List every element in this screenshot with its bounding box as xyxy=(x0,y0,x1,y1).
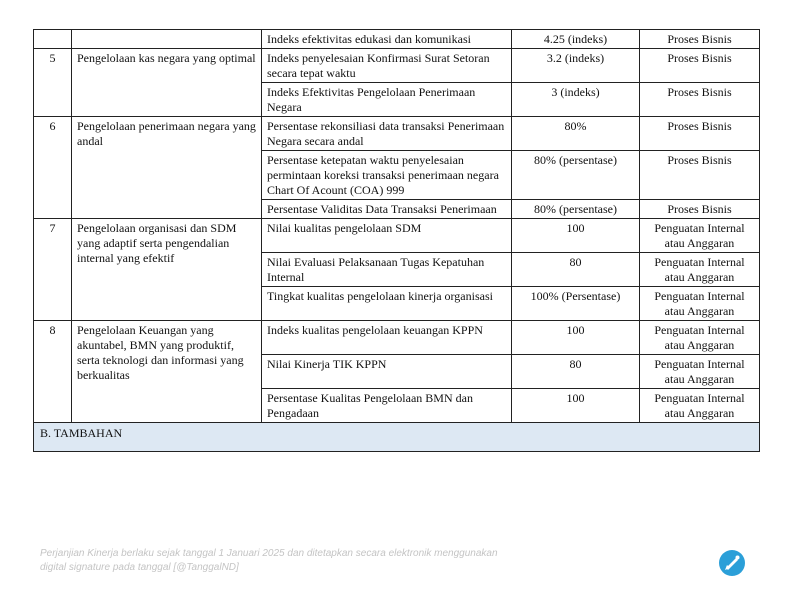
indikator-cell: Indeks Efektivitas Pengelolaan Penerimaan Negara xyxy=(262,83,512,117)
target-cell: 100 xyxy=(512,389,640,423)
kategori-cell: Proses Bisnis xyxy=(640,117,760,151)
target-cell: 100% (Persentase) xyxy=(512,287,640,321)
signature-logo-icon xyxy=(718,549,746,577)
sasaran-cell xyxy=(72,30,262,49)
kategori-cell: Penguatan Internal atau Anggaran xyxy=(640,219,760,253)
footer-note xyxy=(40,547,498,575)
target-cell: 80 xyxy=(512,253,640,287)
row-number: 7 xyxy=(34,219,72,321)
kategori-cell: Proses Bisnis xyxy=(640,30,760,49)
kategori-cell: Proses Bisnis xyxy=(640,83,760,117)
kategori-cell: Proses Bisnis xyxy=(640,200,760,219)
table-row xyxy=(34,117,760,151)
target-cell: 80% (persentase) xyxy=(512,200,640,219)
table-row xyxy=(34,49,760,83)
indikator-cell: Indeks kualitas pengelolaan keuangan KPPN xyxy=(262,321,512,355)
target-cell: 3.2 (indeks) xyxy=(512,49,640,83)
kategori-cell: Penguatan Internal atau Anggaran xyxy=(640,389,760,423)
table-row xyxy=(34,321,760,355)
kategori-cell: Penguatan Internal atau Anggaran xyxy=(640,287,760,321)
row-number: 6 xyxy=(34,117,72,219)
sasaran-cell: Pengelolaan organisasi dan SDM yang adaptif serta pengendalian internal yang efektif xyxy=(72,219,262,321)
table-row xyxy=(34,30,760,49)
sasaran-cell: Pengelolaan Keuangan yang akuntabel, BMN yang produktif, serta teknologi dan informasi yang berkualitas xyxy=(72,321,262,423)
kategori-cell: Penguatan Internal atau Anggaran xyxy=(640,355,760,389)
indikator-cell: Tingkat kualitas pengelolaan kinerja organisasi xyxy=(262,287,512,321)
table-row xyxy=(34,219,760,253)
indikator-cell: Persentase Validitas Data Transaksi Penerimaan xyxy=(262,200,512,219)
logo-dot xyxy=(736,556,740,560)
kategori-cell: Proses Bisnis xyxy=(640,151,760,200)
indikator-cell: Nilai Evaluasi Pelaksanaan Tugas Kepatuhan Internal xyxy=(262,253,512,287)
sasaran-cell: Pengelolaan kas negara yang optimal xyxy=(72,49,262,117)
indikator-cell: Indeks penyelesaian Konfirmasi Surat Setoran secara tepat waktu xyxy=(262,49,512,83)
target-cell: 4.25 (indeks) xyxy=(512,30,640,49)
target-cell: 80% xyxy=(512,117,640,151)
indikator-cell: Nilai kualitas pengelolaan SDM xyxy=(262,219,512,253)
indikator-cell: Nilai Kinerja TIK KPPN xyxy=(262,355,512,389)
target-cell: 100 xyxy=(512,219,640,253)
row-number xyxy=(34,30,72,49)
footer-line-2: digital signature pada tanggal [@TanggalND] xyxy=(40,562,239,573)
section-b-heading: B. TAMBAHAN xyxy=(34,423,760,452)
target-cell: 3 (indeks) xyxy=(512,83,640,117)
target-cell: 100 xyxy=(512,321,640,355)
row-number: 5 xyxy=(34,49,72,117)
kategori-cell: Penguatan Internal atau Anggaran xyxy=(640,321,760,355)
footer-line-1: Perjanjian Kinerja berlaku sejak tanggal 1 Januari 2025 dan ditetapkan secara elektronik menggunakan xyxy=(40,548,498,559)
performance-table xyxy=(33,29,760,452)
row-number: 8 xyxy=(34,321,72,423)
indikator-cell: Persentase ketepatan waktu penyelesaian permintaan koreksi transaksi penerimaan negara Chart Of Acount (COA) 999 xyxy=(262,151,512,200)
indikator-cell: Persentase Kualitas Pengelolaan BMN dan Pengadaan xyxy=(262,389,512,423)
kategori-cell: Penguatan Internal atau Anggaran xyxy=(640,253,760,287)
target-cell: 80 xyxy=(512,355,640,389)
kategori-cell: Proses Bisnis xyxy=(640,49,760,83)
indikator-cell: Indeks efektivitas edukasi dan komunikasi xyxy=(262,30,512,49)
target-cell: 80% (persentase) xyxy=(512,151,640,200)
indikator-cell: Persentase rekonsiliasi data transaksi Penerimaan Negara secara andal xyxy=(262,117,512,151)
sasaran-cell: Pengelolaan penerimaan negara yang andal xyxy=(72,117,262,219)
section-row xyxy=(34,423,760,452)
